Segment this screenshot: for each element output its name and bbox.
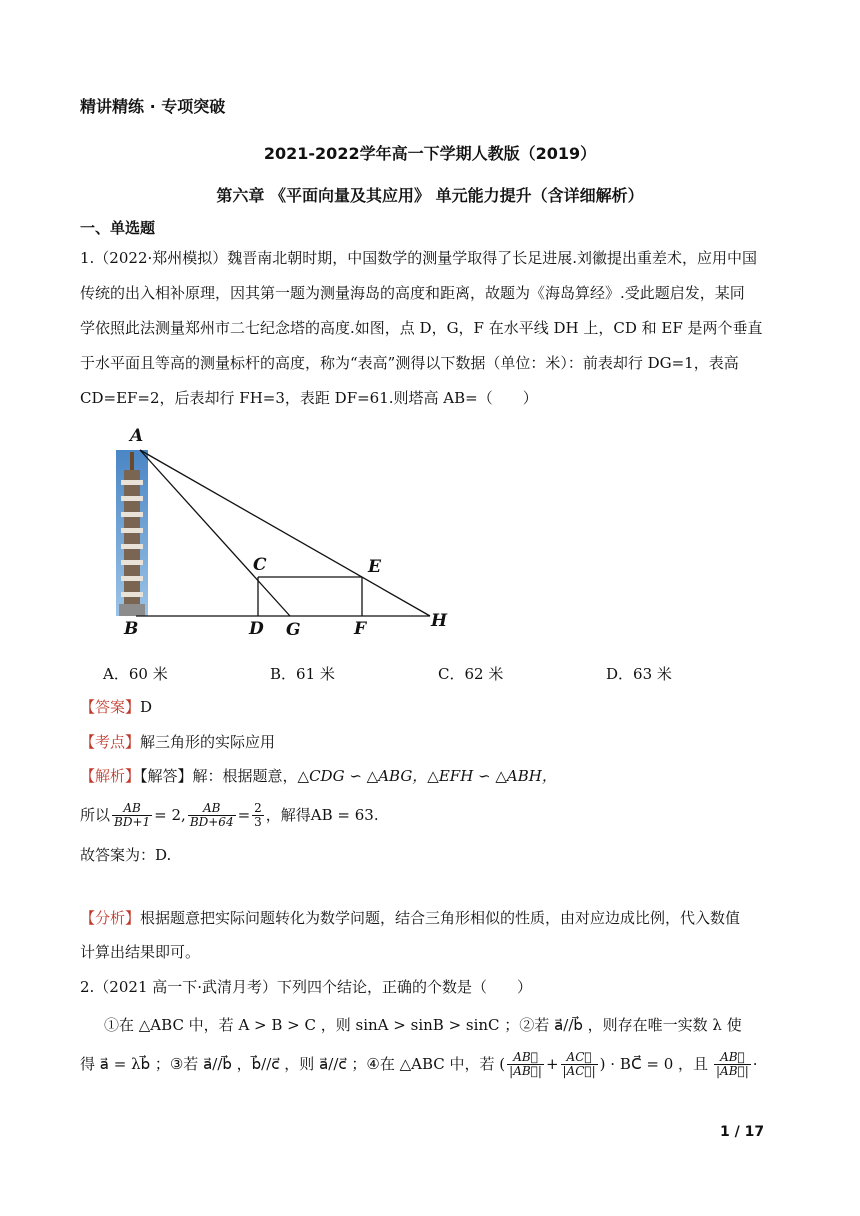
fraction-numerator: AB: [112, 802, 152, 816]
geometry-lines: [136, 450, 430, 616]
dot-sign: ·: [752, 1055, 758, 1073]
label-e: E: [368, 557, 381, 577]
fraction-denominator: |AB⃗|: [716, 1063, 749, 1078]
point-tag: 【考点】: [80, 733, 141, 751]
q1-line: 于水平面且等高的测量标杆的高度，称为“表高”测得以下数据（单位：米）：前表却行 DG=1，表高: [80, 354, 739, 372]
fraction-ab-bd1: [112, 802, 152, 829]
fraction-numerator: 2: [254, 800, 262, 815]
fraction-denominator: |AB⃗|: [509, 1063, 542, 1078]
point-row: [80, 732, 275, 752]
q1-line: CD=EF=2，后表却行 FH=3，表距 DF=61.则塔高 AB=（ ）: [80, 389, 538, 407]
fraction-denominator: BD+64: [189, 814, 234, 829]
option-d: D．63 米: [606, 665, 672, 683]
eq2-text: =: [237, 806, 251, 824]
equation-row: [80, 798, 379, 832]
fenxi-text: 根据题意把实际问题转化为数学问题，结合三角形相似的性质，由对应边成比例，代入数值: [140, 909, 741, 927]
fraction-numerator: AB⃗: [714, 1051, 751, 1065]
answer-tag: 【答案】: [80, 698, 141, 716]
conclusion: 故答案为：D.: [80, 846, 172, 864]
answer-row: [80, 697, 152, 717]
point-value: 解三角形的实际应用: [140, 733, 276, 751]
fraction-denominator: 3: [254, 814, 262, 829]
fraction-two-thirds: [252, 802, 264, 829]
q1-line: 1.（2022·郑州模拟）魏晋南北朝时期，中国数学的测量学取得了长足进展.刘徽提出重差术，应用中国: [80, 249, 758, 267]
label-d: D: [249, 619, 264, 639]
fraction-numerator: AB⃗: [507, 1051, 544, 1065]
question-1-stem: [80, 248, 763, 423]
q1-line: 学依照此法测量郑州市二七纪念塔的高度.如图，点 D，G，F 在水平线 DH 上，CD 和 EF 是两个垂直: [80, 319, 763, 337]
option-b: B．61 米: [270, 665, 335, 683]
fraction-numerator: AC⃗: [561, 1051, 598, 1065]
eq1-text: = 2,: [154, 806, 186, 824]
option-c: C．62 米: [438, 665, 504, 683]
fenxi-tag: 【分析】: [80, 909, 141, 927]
q1-line: 传统的出入相补原理，因其第一题为测量海岛的高度和距离，故题为《海岛算经》.受此题启发，某同: [80, 284, 745, 302]
doc-title: 2021-2022学年高一下学期人教版（2019）: [263, 144, 597, 163]
fraction-denominator: BD+1: [114, 814, 151, 829]
label-f: F: [354, 619, 367, 639]
fenxi-row-2: 计算出结果即可。: [80, 943, 201, 961]
label-a: A: [130, 426, 144, 446]
so-text: 所以: [80, 806, 111, 824]
analysis-tag: 【解析】: [80, 767, 141, 785]
fraction-unit-ab: [507, 1051, 544, 1078]
q2-text: ) · BC⃗ = 0 ，且: [599, 1055, 709, 1073]
fenxi-row-1: [80, 908, 740, 928]
q2-statements-line-2: [80, 1044, 758, 1084]
question-2-title: 2.（2021 高一下·武清月考）下列四个结论，正确的个数是（ ）: [80, 978, 533, 996]
tower-photo: [116, 450, 148, 616]
fraction-denominator: |AC⃗|: [562, 1063, 596, 1078]
line-ag: [140, 450, 290, 616]
label-b: B: [124, 619, 139, 639]
tower-measurement-figure: [110, 420, 460, 645]
label-c: C: [253, 555, 267, 575]
analysis-row: [80, 766, 557, 786]
solve-text: ，解得AB = 63.: [265, 806, 379, 824]
q2-statements-line: ①在 △ABC 中，若 A > B > C ，则 sinA > sinB > sinC ；②若 a⃗//b⃗ ，则存在唯一实数 λ 使: [104, 1016, 742, 1034]
similarity-statement: △CDG ∽ △ABG，△EFH ∽ △ABH，: [297, 767, 557, 785]
line-ah: [140, 450, 430, 616]
plus-sign: +: [545, 1055, 559, 1073]
fraction-unit-ab-2: [714, 1051, 751, 1078]
fraction-numerator: AB: [188, 802, 236, 816]
label-h: H: [431, 611, 448, 631]
option-a: A．60 米: [103, 665, 168, 683]
label-g: G: [286, 620, 301, 640]
page-number: 1 / 17: [720, 1124, 765, 1140]
answer-value: D: [140, 698, 153, 716]
chapter-title: 第六章 《平面向量及其应用》 单元能力提升（含详细解析）: [216, 186, 644, 205]
q2-text: 得 a⃗ = λb⃗ ；③若 a⃗//b⃗ ，b⃗//c⃗ ，则 a⃗//c⃗ ；④在 △ABC 中，若 (: [80, 1055, 506, 1073]
fraction-ab-bd64: [188, 802, 236, 829]
series-title: 精讲精练 · 专项突破: [80, 97, 226, 116]
fraction-unit-ac: [561, 1051, 598, 1078]
section-heading: 一、单选题: [80, 219, 156, 237]
analysis-head: 【解答】解：根据题意，: [140, 767, 298, 785]
